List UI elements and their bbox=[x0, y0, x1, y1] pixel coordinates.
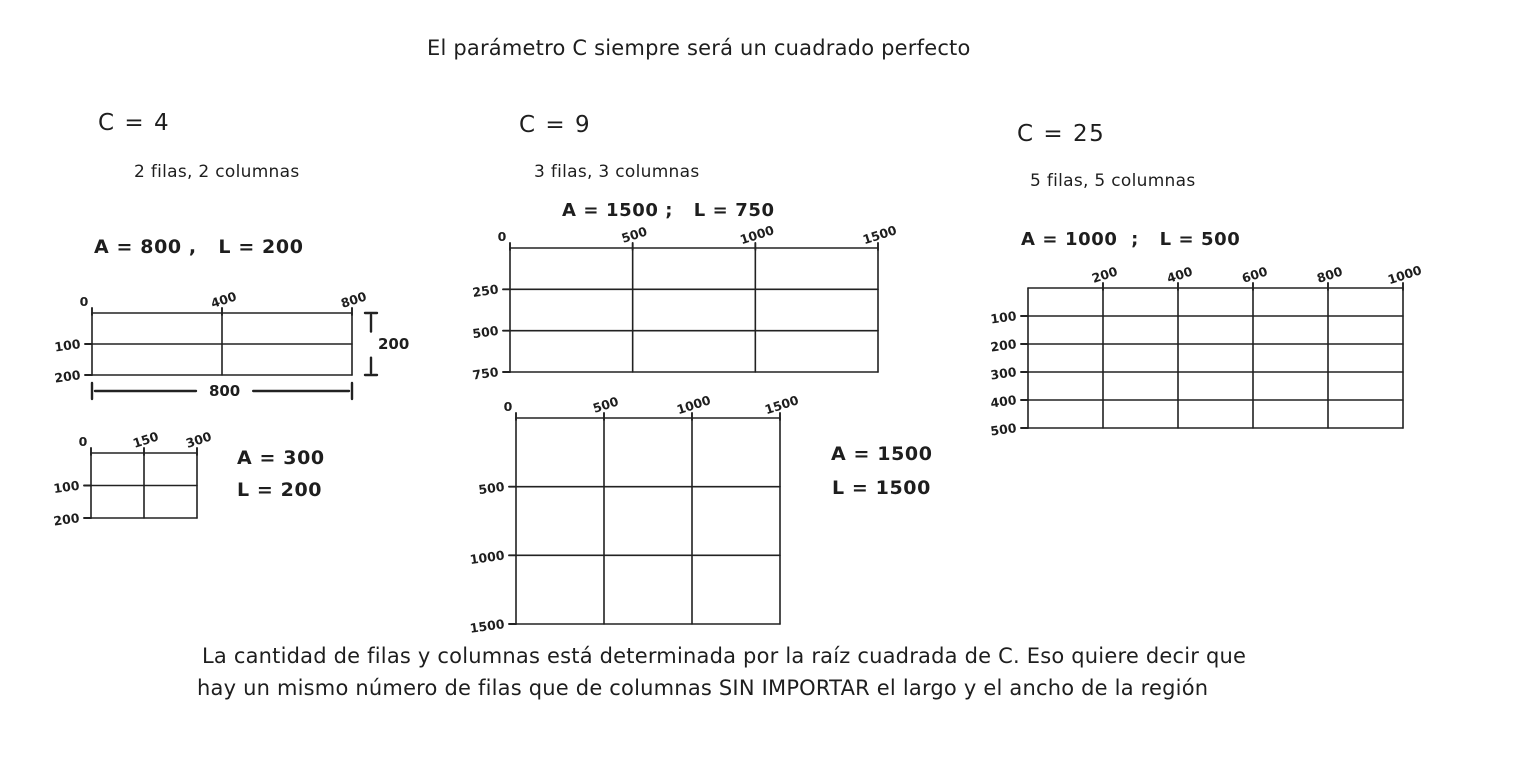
x-tick-label: 800 bbox=[1314, 263, 1345, 286]
x-tick-label: 300 bbox=[183, 428, 214, 451]
width-dimension-label: 800 bbox=[208, 382, 241, 400]
section-c9-heading: C = 9 bbox=[519, 112, 592, 138]
section-c25-subheading: 5 filas, 5 columnas bbox=[1030, 171, 1196, 191]
y-tick-label: 100 bbox=[53, 336, 82, 355]
c9-square-grid bbox=[468, 392, 801, 636]
x-tick-label: 800 bbox=[338, 288, 369, 311]
y-tick-label: 200 bbox=[52, 510, 81, 529]
y-tick-label: 1500 bbox=[468, 616, 506, 636]
c9-square-grid-annotation-area: A = 1500 bbox=[831, 443, 933, 465]
x-tick-label: 400 bbox=[208, 288, 239, 311]
y-tick-label: 250 bbox=[471, 281, 500, 300]
height-dimension-label: 200 bbox=[378, 335, 410, 353]
x-tick-label: 200 bbox=[1089, 263, 1120, 286]
x-tick-label: 1500 bbox=[762, 392, 801, 418]
y-tick-label: 100 bbox=[52, 477, 81, 497]
section-c9-subheading: 3 filas, 3 columnas bbox=[534, 162, 700, 182]
y-tick-label: 200 bbox=[989, 336, 1018, 355]
grid-canvas bbox=[468, 392, 801, 636]
section-c4-subheading: 2 filas, 2 columnas bbox=[134, 162, 300, 182]
y-tick-label: 200 bbox=[53, 367, 82, 386]
x-tick-label: 0 bbox=[497, 229, 507, 244]
y-tick-label: 500 bbox=[989, 420, 1018, 439]
y-tick-label: 500 bbox=[471, 322, 500, 342]
page-title: El parámetro C siempre será un cuadrado perfecto bbox=[427, 36, 971, 60]
grid-canvas bbox=[989, 262, 1424, 439]
c4-large-grid bbox=[53, 288, 410, 400]
x-tick-label: 0 bbox=[79, 294, 89, 309]
x-tick-label: 400 bbox=[1164, 263, 1195, 286]
grid-canvas bbox=[53, 288, 410, 400]
grid-canvas bbox=[471, 222, 899, 383]
x-tick-label: 1000 bbox=[738, 222, 776, 248]
y-tick-label: 500 bbox=[477, 478, 506, 498]
x-tick-label: 1500 bbox=[860, 222, 899, 248]
x-tick-label: 1000 bbox=[1385, 262, 1424, 288]
section-c25-heading: C = 25 bbox=[1017, 121, 1106, 147]
y-tick-label: 300 bbox=[989, 364, 1018, 383]
c9-wide-grid bbox=[471, 222, 899, 383]
c4-small-grid-annotation-area: A = 300 bbox=[237, 447, 325, 469]
x-tick-label: 150 bbox=[130, 428, 161, 451]
x-tick-label: 1000 bbox=[674, 392, 713, 418]
x-tick-label: 0 bbox=[78, 434, 88, 449]
c9-wide-grid-annotation: A = 1500 ; L = 750 bbox=[562, 200, 775, 221]
y-tick-label: 400 bbox=[989, 392, 1018, 411]
grid-canvas bbox=[52, 428, 214, 529]
x-tick-label: 500 bbox=[590, 393, 621, 416]
section-c4-heading: C = 4 bbox=[98, 110, 171, 136]
y-tick-label: 1000 bbox=[468, 547, 506, 568]
c4-small-grid bbox=[52, 428, 214, 529]
y-tick-label: 750 bbox=[471, 364, 500, 383]
c4-large-grid-annotation: A = 800 , L = 200 bbox=[94, 236, 304, 258]
x-tick-label: 600 bbox=[1239, 263, 1270, 286]
x-tick-label: 500 bbox=[619, 223, 650, 246]
footer-note-line1: La cantidad de filas y columnas está determinada por la raíz cuadrada de C. Eso quiere decir que bbox=[202, 644, 1247, 668]
c25-grid-annotation: A = 1000 ; L = 500 bbox=[1021, 229, 1241, 250]
c4-small-grid-annotation-length: L = 200 bbox=[237, 479, 323, 501]
c9-square-grid-annotation-length: L = 1500 bbox=[832, 477, 931, 499]
y-tick-label: 100 bbox=[989, 308, 1018, 327]
c25-grid bbox=[989, 262, 1424, 439]
footer-note-line2: hay un mismo número de filas que de columnas SIN IMPORTAR el largo y el ancho de la región bbox=[197, 676, 1209, 700]
x-tick-label: 0 bbox=[503, 399, 513, 414]
